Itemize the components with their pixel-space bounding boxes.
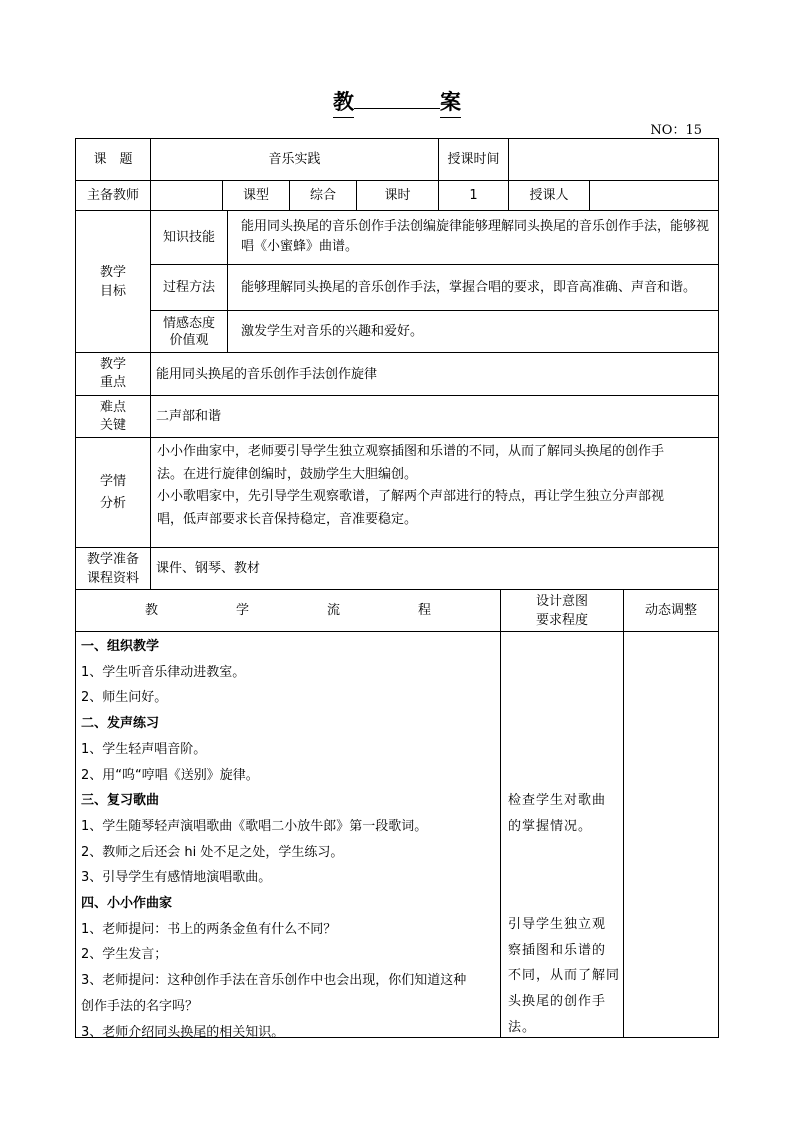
design-note-line: 的掌握情况。 (508, 818, 593, 834)
process-line: 2、师生问好。 (81, 690, 168, 706)
course-label: 课 题 (93, 152, 133, 167)
process-section-heading: 三、复习歌曲 (81, 793, 160, 809)
lead-teacher-value (151, 181, 222, 210)
design-note-line: 不同，从而了解同 (508, 968, 621, 984)
process-header-char: 程 (417, 603, 431, 618)
process-line: 1、老师提问：书上的两条金鱼有什么不同？ (81, 921, 337, 937)
prep-text: 课件、钢琴、教材 (156, 561, 261, 576)
knowledge-skills-text: 能用同头换尾的音乐创作手法创编旋律能够理解同头换尾的音乐创作手法，能够视唱《小蜜蜂》曲谱。 (241, 219, 710, 254)
goals-label-line1: 教学 (99, 264, 126, 280)
analysis-label-line2: 分析 (99, 495, 126, 511)
design-note-line: 引导学生独立观 (508, 917, 607, 932)
knowledge-skills-label: 知识技能 (162, 230, 215, 245)
process-header-char: 学 (235, 603, 249, 618)
course-value: 音乐实践 (268, 152, 321, 167)
analysis-line: 唱，低声部要求长音保持稳定，音准要稳定。 (157, 511, 418, 527)
analysis-line: 法。在进行旋律创编时，鼓励学生大胆编创。 (157, 466, 418, 482)
emotion-label-line2: 价值观 (169, 332, 209, 348)
class-time-value (509, 139, 718, 180)
analysis-label (76, 438, 150, 547)
emotion-values-label (151, 311, 227, 352)
key-points-text: 能用同头换尾的音乐创作手法创作旋律 (156, 366, 378, 382)
process-line: 2、用“呜“哼唱《送别》旋律。 (81, 767, 259, 783)
lesson-type-value: 综合 (309, 188, 336, 203)
lecturer-label: 授课人 (529, 188, 569, 203)
design-intent-header (501, 590, 623, 631)
difficulty-text: 二声部和谐 (156, 409, 222, 424)
design-header-line2: 要求程度 (535, 612, 588, 628)
teaching-process-content (81, 634, 499, 1045)
analysis-label-line1: 学情 (99, 473, 126, 489)
design-note-line: 法。 (508, 1019, 537, 1035)
design-note-line: 检查学生对歌曲 (508, 793, 607, 808)
title-char-1: 教 (333, 86, 354, 118)
document-number: NO：15 (650, 123, 702, 138)
emotion-label-line1: 情感态度 (162, 315, 215, 331)
document-title (0, 86, 794, 118)
lesson-type-label: 课型 (242, 188, 269, 203)
design-note-line: 察插图和乐谱的 (508, 942, 607, 958)
key-points-label (76, 353, 150, 395)
key-points-label-line1: 教学 (99, 357, 126, 372)
design-note-review (508, 788, 622, 839)
difficulty-label-line2: 关键 (99, 417, 126, 433)
process-line: 1、学生随琴轻声演唱歌曲《歌唱二小放牛郎》第一段歌词。 (81, 818, 428, 834)
emotion-values-text: 激发学生对音乐的兴趣和爱好。 (241, 324, 424, 339)
class-hours-label: 课时 (384, 188, 411, 203)
prep-label-line2: 课程资料 (86, 570, 139, 586)
difficulty-label (76, 396, 150, 437)
process-section-heading: 一、组织教学 (81, 639, 160, 654)
process-section-heading: 二、发声练习 (81, 716, 160, 732)
title-char-2: 案 (440, 86, 461, 118)
prep-label-line1: 教学准备 (86, 551, 139, 567)
process-section-heading: 四、小小作曲家 (81, 896, 173, 912)
process-line: 创作手法的名字吗？ (81, 998, 199, 1014)
process-line: 3、老师提问：这种创作手法在音乐创作中也会出现，你们知道这种 (81, 973, 467, 989)
process-header-char: 流 (326, 603, 340, 618)
class-time-label: 授课时间 (447, 152, 500, 167)
key-points-label-line2: 重点 (99, 375, 126, 390)
teaching-process-header (76, 590, 500, 631)
analysis-text (151, 438, 718, 547)
difficulty-label-line1: 难点 (99, 399, 126, 415)
lecturer-value (590, 181, 718, 210)
process-line: 3、引导学生有感情地演唱歌曲。 (81, 870, 272, 886)
goals-label-line2: 目标 (99, 283, 126, 299)
analysis-line: 小小歌唱家中，先引导学生观察歌谱，了解两个声部进行的特点，再让学生独立分声部视 (157, 489, 665, 504)
dynamic-adjust-header: 动态调整 (644, 603, 697, 618)
process-method-text: 能够理解同头换尾的音乐创作手法，掌握合唱的要求，即音高准确、声音和谐。 (241, 280, 697, 295)
design-note-line: 头换尾的创作手 (508, 994, 607, 1010)
process-line: 3、老师介绍同头换尾的相关知识。 (81, 1024, 285, 1040)
process-line: 2、教师之后还会 hi 处不足之处，学生练习。 (81, 844, 344, 860)
process-line: 2、学生发言； (81, 947, 168, 963)
title-underline (354, 107, 440, 109)
design-header-line1: 设计意图 (535, 593, 588, 609)
process-method-label: 过程方法 (162, 280, 215, 295)
class-hours-value: 1 (469, 188, 478, 203)
analysis-line: 小小作曲家中，老师要引导学生独立观察插图和乐谱的不同，从而了解同头换尾的创作手 (157, 444, 665, 459)
teaching-goals-label (76, 211, 150, 352)
design-note-composer (508, 912, 622, 1041)
prep-label (76, 548, 150, 589)
lead-teacher-label: 主备教师 (86, 188, 139, 203)
process-line: 1、学生听音乐律动进教室。 (81, 664, 246, 680)
process-line: 1、学生轻声唱音阶。 (81, 741, 207, 757)
process-header-char: 教 (144, 603, 158, 618)
